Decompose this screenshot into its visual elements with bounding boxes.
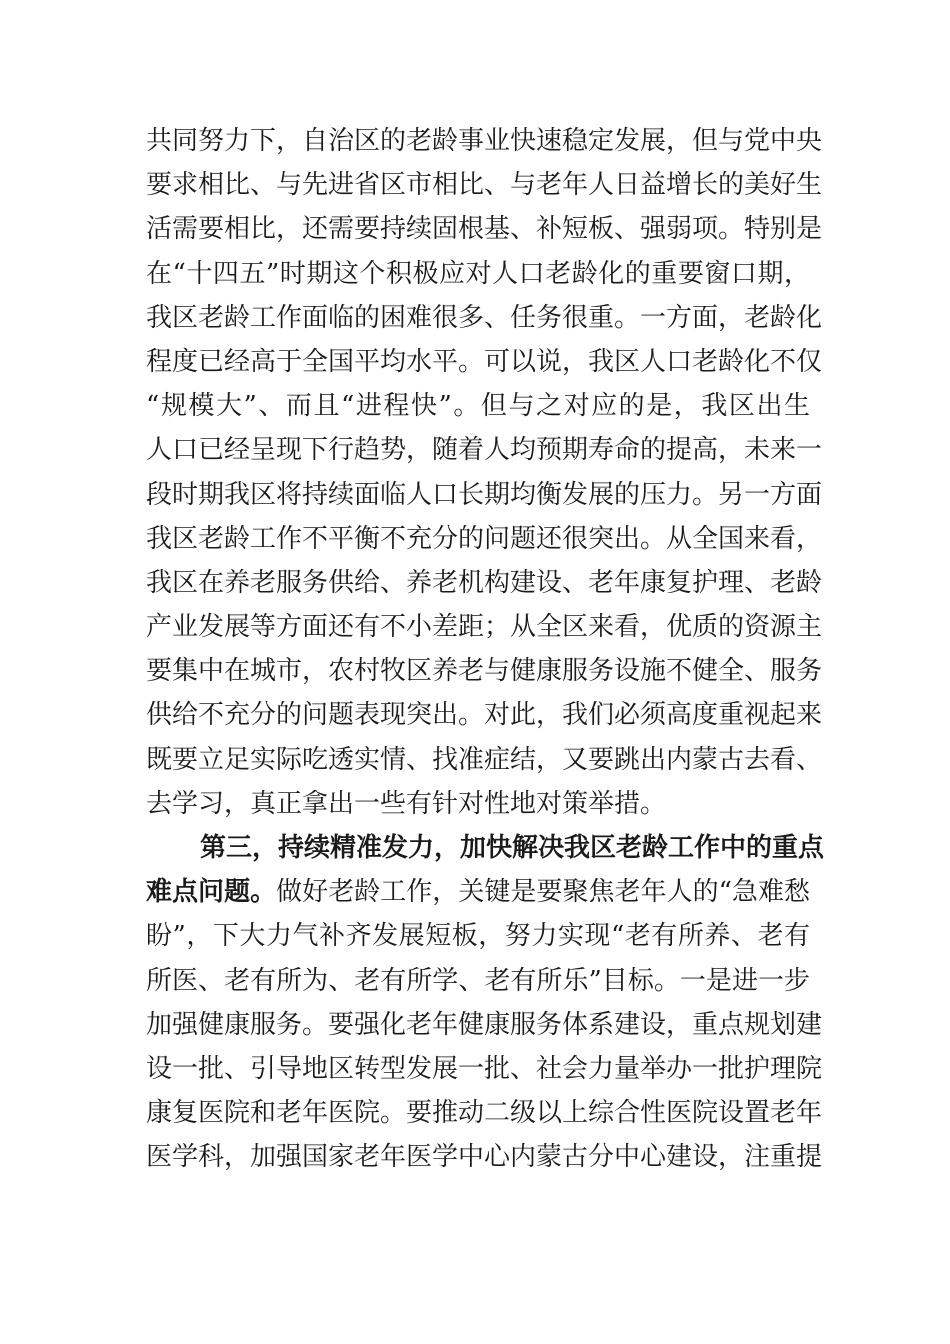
text-line: 要集中在城市，农村牧区养老与健康服务设施不健全、服务: [146, 656, 823, 687]
text-line: 盼”，下大力气补齐发展短板，努力实现“老有所养、老有: [146, 921, 810, 952]
text-line: 医学科，加强国家老年医学中心内蒙古分中心建设，注重提: [146, 1142, 823, 1173]
text-line: 要求相比、与先进省区市相比、与老年人日益增长的美好生: [146, 170, 823, 201]
text-line: 所医、老有所为、老有所学、老有所乐”目标。一是进一步: [146, 965, 810, 996]
text-line: 在“十四五”时期这个积极应对人口老龄化的重要窗口期，: [146, 258, 810, 289]
section-heading-tail: 难点问题。: [146, 877, 277, 908]
text-line: 设一批、引导地区转型发展一批、社会力量举办一批护理院: [146, 1053, 823, 1084]
text-line: 产业发展等方面还有不小差距；从全区来看，优质的资源主: [146, 612, 823, 643]
text-line: 去学习，真正拿出一些有针对性地对策举措。: [146, 788, 667, 819]
text-line: 供给不充分的问题表现突出。对此，我们必须高度重视起来: [146, 700, 823, 731]
text-line: 活需要相比，还需要持续固根基、补短板、强弱项。特别是: [146, 214, 823, 245]
text-line: 程度已经高于全国平均水平。可以说，我区人口老龄化不仅: [146, 346, 823, 377]
text-line: 康复医院和老年医院。要推动二级以上综合性医院设置老年: [146, 1098, 823, 1129]
text-line: 我区在养老服务供给、养老机构建设、老年康复护理、老龄: [146, 567, 823, 598]
text-line: 共同努力下，自治区的老龄事业快速稳定发展，但与党中央: [146, 126, 823, 156]
text-line: “规模大”、而且“进程快”。但与之对应的是，我区出生: [146, 391, 810, 422]
text-line: 加强健康服务。要强化老年健康服务体系建设，重点规划建: [146, 1009, 823, 1040]
text-line: 我区老龄工作面临的困难很多、任务很重。一方面，老龄化: [146, 302, 823, 333]
text-line: 我区老龄工作不平衡不充分的问题还很突出。从全国来看，: [146, 523, 823, 554]
text-line: 段时期我区将持续面临人口长期均衡发展的压力。另一方面: [146, 479, 823, 510]
text-line: 既要立足实际吃透实情、找准症结，又要跳出内蒙古去看、: [146, 744, 823, 775]
document-body: [146, 119, 825, 1180]
text-line: 人口已经呈现下行趋势，随着人均预期寿命的提高，未来一: [146, 435, 823, 466]
paragraph-1: [146, 119, 823, 826]
text-line-mixed: [146, 870, 810, 914]
paragraph-2: [146, 826, 825, 1180]
text-run: 做好老龄工作，关键是要聚焦老年人的“急难愁: [276, 877, 810, 908]
section-heading-line: 第三，持续精准发力，加快解决我区老龄工作中的重点: [200, 833, 825, 863]
